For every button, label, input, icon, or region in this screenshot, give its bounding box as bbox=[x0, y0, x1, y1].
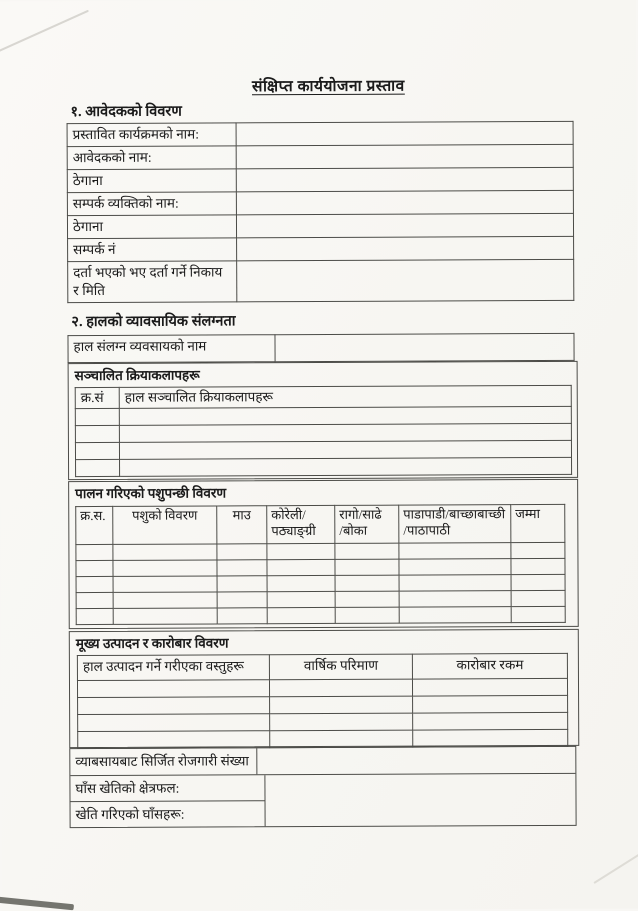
table-row bbox=[68, 236, 574, 261]
table-header-row bbox=[76, 504, 565, 544]
field-value bbox=[275, 333, 574, 361]
livestock-table bbox=[75, 503, 566, 624]
column-header: माउ bbox=[217, 505, 267, 543]
field-label: ठेगाना bbox=[67, 215, 236, 239]
table-row bbox=[78, 695, 568, 714]
table-row bbox=[67, 121, 573, 146]
field-value bbox=[237, 236, 574, 260]
field-label: ठेगाना bbox=[67, 169, 236, 193]
column-header: पाडापाडी/बाच्छाबाच्छी /पाठापाठी bbox=[399, 504, 511, 542]
table-row bbox=[68, 259, 574, 302]
table-row bbox=[67, 213, 573, 238]
column-header: हाल उत्पादन गर्ने गरीएका वस्तुहरू bbox=[77, 654, 269, 680]
column-header: कोरेली/ पठ्याङ्ग्री bbox=[267, 505, 335, 543]
field-value bbox=[236, 213, 573, 237]
table-row bbox=[67, 190, 573, 215]
production-table bbox=[77, 652, 568, 748]
activities-box bbox=[68, 361, 579, 480]
column-header: जम्मा bbox=[511, 504, 565, 542]
field-label: खेति गरिएको घाँसहरू: bbox=[75, 806, 185, 822]
table-row bbox=[75, 440, 571, 459]
column-header-activities: हाल सञ्चालित क्रियाकलापहरू bbox=[119, 385, 571, 408]
field-label: दर्ता भएको भए दर्ता गर्ने निकाय र मिति bbox=[68, 261, 237, 303]
table-row bbox=[68, 333, 574, 362]
page-title: संक्षिप्त कार्ययोजना प्रस्ताव bbox=[251, 77, 405, 96]
activities-heading: सञ्चालित क्रियाकलापहरू bbox=[74, 367, 200, 384]
field-value bbox=[236, 121, 573, 145]
field-value bbox=[265, 774, 575, 826]
table-row bbox=[76, 457, 572, 476]
livestock-heading: पालन गरिएको पशुपन्छी विवरण bbox=[75, 485, 227, 502]
column-header: क्र.स. bbox=[76, 506, 113, 544]
table-row bbox=[75, 423, 571, 442]
field-value bbox=[236, 190, 573, 214]
scan-edge-bottom-left bbox=[0, 896, 74, 910]
column-header: वार्षिक परिमाण bbox=[269, 654, 412, 680]
livestock-box bbox=[68, 479, 579, 629]
column-header: पशुको विवरण bbox=[113, 505, 217, 543]
table-row bbox=[67, 144, 573, 169]
field-value bbox=[236, 167, 573, 191]
field-label: सम्पर्क नं bbox=[68, 238, 237, 262]
production-box bbox=[69, 629, 580, 748]
activities-table bbox=[75, 384, 572, 476]
field-value bbox=[237, 259, 574, 301]
table-row bbox=[76, 606, 565, 624]
table-header-row bbox=[75, 385, 571, 408]
scan-edge-bottom-right bbox=[594, 831, 638, 883]
column-header-sn: क्र.सं bbox=[75, 387, 119, 408]
field-label: प्रस्तावित कार्यक्रमको नाम: bbox=[67, 123, 236, 147]
field-value bbox=[257, 747, 575, 774]
production-heading: मूख्य उत्पादन र कारोबार विवरण bbox=[75, 635, 229, 652]
business-name-table bbox=[67, 333, 574, 363]
scan-edge-top-left bbox=[0, 10, 89, 55]
section2-heading: २. हालको व्यावसायिक संलग्नता bbox=[71, 313, 236, 331]
table-row bbox=[78, 729, 568, 748]
table-row bbox=[75, 406, 571, 425]
grass-rows bbox=[70, 774, 575, 827]
column-header: रागो/साढे /बोका bbox=[335, 505, 399, 543]
employment-row bbox=[70, 747, 575, 776]
column-header: कारोबार रकम bbox=[412, 653, 567, 679]
section1-heading: १. आवेदकको विवरण bbox=[70, 103, 182, 121]
summary-rows bbox=[69, 746, 576, 828]
table-row bbox=[77, 678, 567, 697]
field-label: सम्पर्क व्यक्तिको नाम: bbox=[67, 192, 236, 216]
applicant-details-table bbox=[67, 121, 575, 303]
field-label: घाँस खेतिको क्षेत्रफल: bbox=[70, 775, 264, 801]
table-header-row bbox=[77, 653, 567, 680]
field-label: हाल संलग्न व्यवसायको नाम bbox=[68, 335, 275, 363]
table-row bbox=[78, 712, 568, 731]
field-label: व्याबसायबाट सिर्जित रोजगारी संख्या bbox=[70, 748, 257, 775]
field-value bbox=[236, 144, 573, 168]
field-label: आवेदकको नाम: bbox=[67, 146, 236, 170]
table-row bbox=[67, 167, 573, 192]
